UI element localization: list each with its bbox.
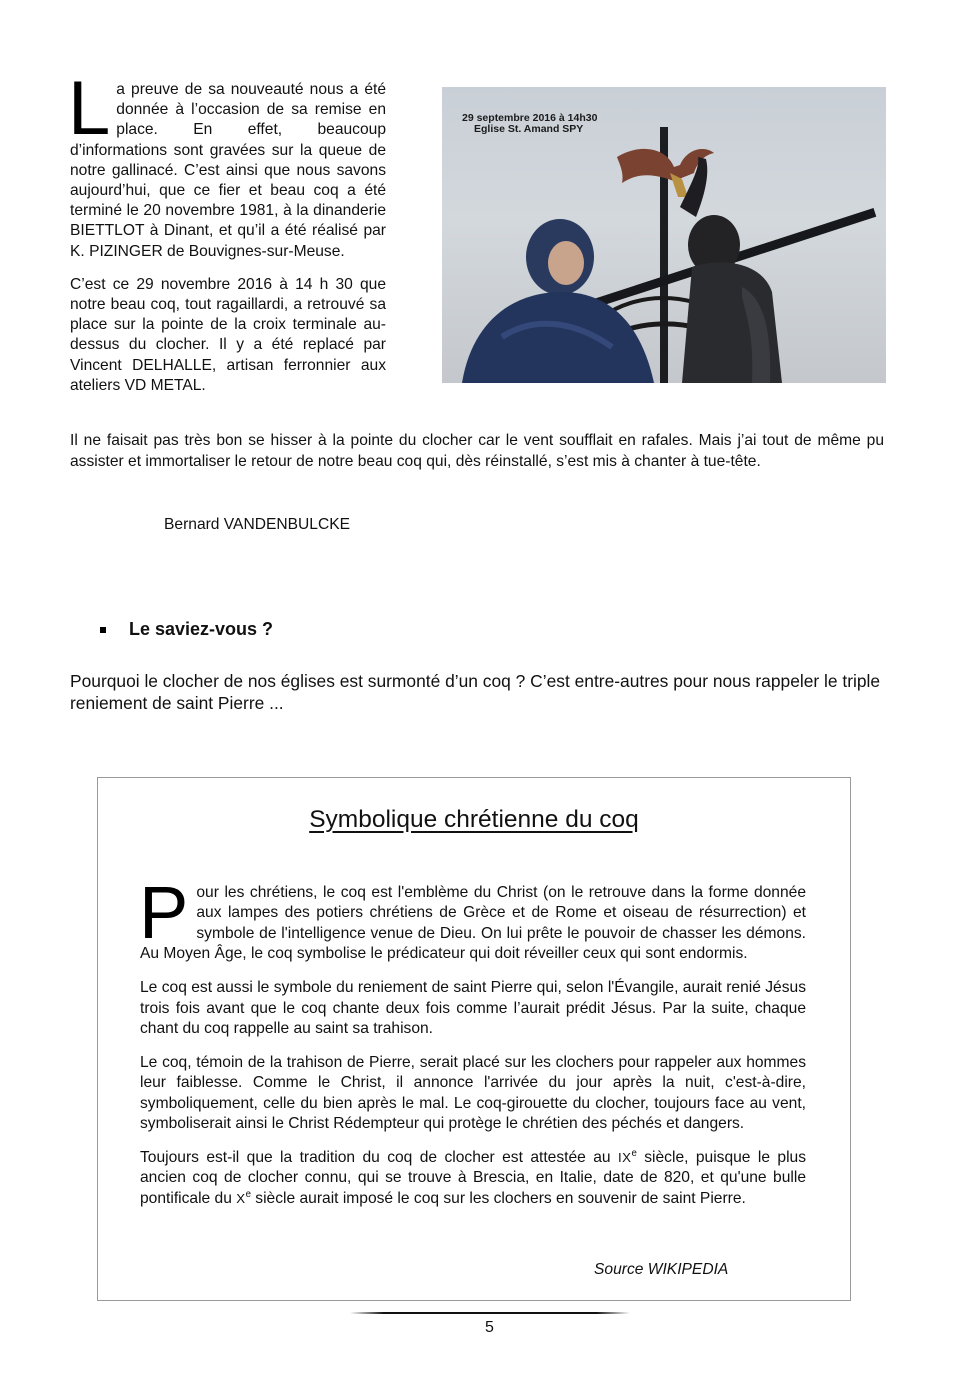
article-paragraph-3: Il ne faisait pas très bon se hisser à la pointe du clocher car le vent soufflait en rafales. Mais j’ai tout de même pu assister et immortaliser le retour de notre beau coq qui, dès réinstallé, s’est mis à chanter à tue-tête. (70, 432, 884, 470)
page-number: 5 (485, 1319, 494, 1336)
article-intro (68, 66, 386, 409)
symbolism-box-title: Symbolique chrétienne du coq (309, 806, 639, 833)
dropcap-p: P (139, 871, 189, 954)
author-signature: Bernard VANDENBULCKE (164, 516, 351, 533)
photo-caption (462, 113, 597, 135)
source-credit: Source WIKIPEDIA (594, 1261, 729, 1278)
saviez-vous-text: Pourquoi le clocher de nos églises est surmonté d’un coq ? C’est entre-autres pour nous rappeler le triple reniement de saint Pierre ... (70, 671, 881, 713)
photo-caption-date: 29 septembre 2016 à 14h30 (462, 112, 598, 124)
saviez-vous-label: Le saviez-vous ? (129, 619, 274, 639)
box-paragraph-3: Le coq, témoin de la trahison de Pierre, serait placé sur les clochers pour rappeler aux hommes leur faiblesse. Comme le Christ, il annonce l'arrivée du jour après la nuit, c'est-à-dire, symboliquement, celle du bien après le mal. Le coq-girouette du clocher, toujours face au vent, symboliserait ainsi le Christ Rédempteur qui protège le chrétien des péchés et dangers. (140, 1053, 806, 1133)
saviez-vous-heading (100, 619, 273, 640)
bullet-square-icon (100, 627, 106, 633)
box-paragraph-4: Toujours est-il que la tradition du coq de clocher est attestée au IXe siècle, puisque le plus ancien coq de clocher connu, qui se trouve à Brescia, en Italie, date de 820, et qu'une bulle pontificale du Xe siècle aurait imposé le coq sur les clochers en souvenir de saint Pierre. (140, 1148, 806, 1207)
article-paragraph-2: C’est ce 29 novembre 2016 à 14 h 30 que notre beau coq, tout ragaillardi, a retrouvé sa place sur la pointe de la croix terminale au-dessus du clocher. Il y a été replacé par Vincent DELHALLE, artisan ferronnier aux ateliers VD METAL. (70, 275, 386, 394)
footer-rule (350, 1312, 630, 1314)
symbolism-box-body (139, 871, 806, 1223)
article-paragraph-1: La preuve de sa nouveauté nous a été donnée à l’occasion de sa remise en place. En effet, beaucoup d’informations sont gravées sur la queue de notre gallinacé. C’est ainsi que nous savons aujourd’hui, que ce fier et beau coq a été terminé le 20 novembre 1981, à la dinanderie BIETTLOT à Dinant, et qu’il a été réalisé par K. PIZINGER de Bouvignes-sur-Meuse. (68, 66, 386, 260)
dropcap-l: L (68, 66, 111, 151)
box-paragraph-2: Le coq est aussi le symbole du reniement de saint Pierre qui, selon l'Évangile, aurait renié Jésus trois fois avant que le coq chante deux fois comme l’aurait prédit Jésus. Par la suite, chaque chant du coq rappelle au saint sa trahison. (140, 979, 806, 1037)
box-paragraph-1: Pour les chrétiens, le coq est l'emblème du Christ (on le retrouve dans la forme donnée aux lampes des potiers chrétiens de Grèce et de Rome et oiseau de résurrection) et symbole de l'intelligence venue de Dieu. On lui prête le pouvoir de chasser les démons. Au Moyen Âge, le coq symbolise le prédicateur qui doit réveiller ceux qui sont endormis. (139, 871, 806, 963)
photo-caption-place: Eglise St. Amand SPY (474, 123, 584, 135)
